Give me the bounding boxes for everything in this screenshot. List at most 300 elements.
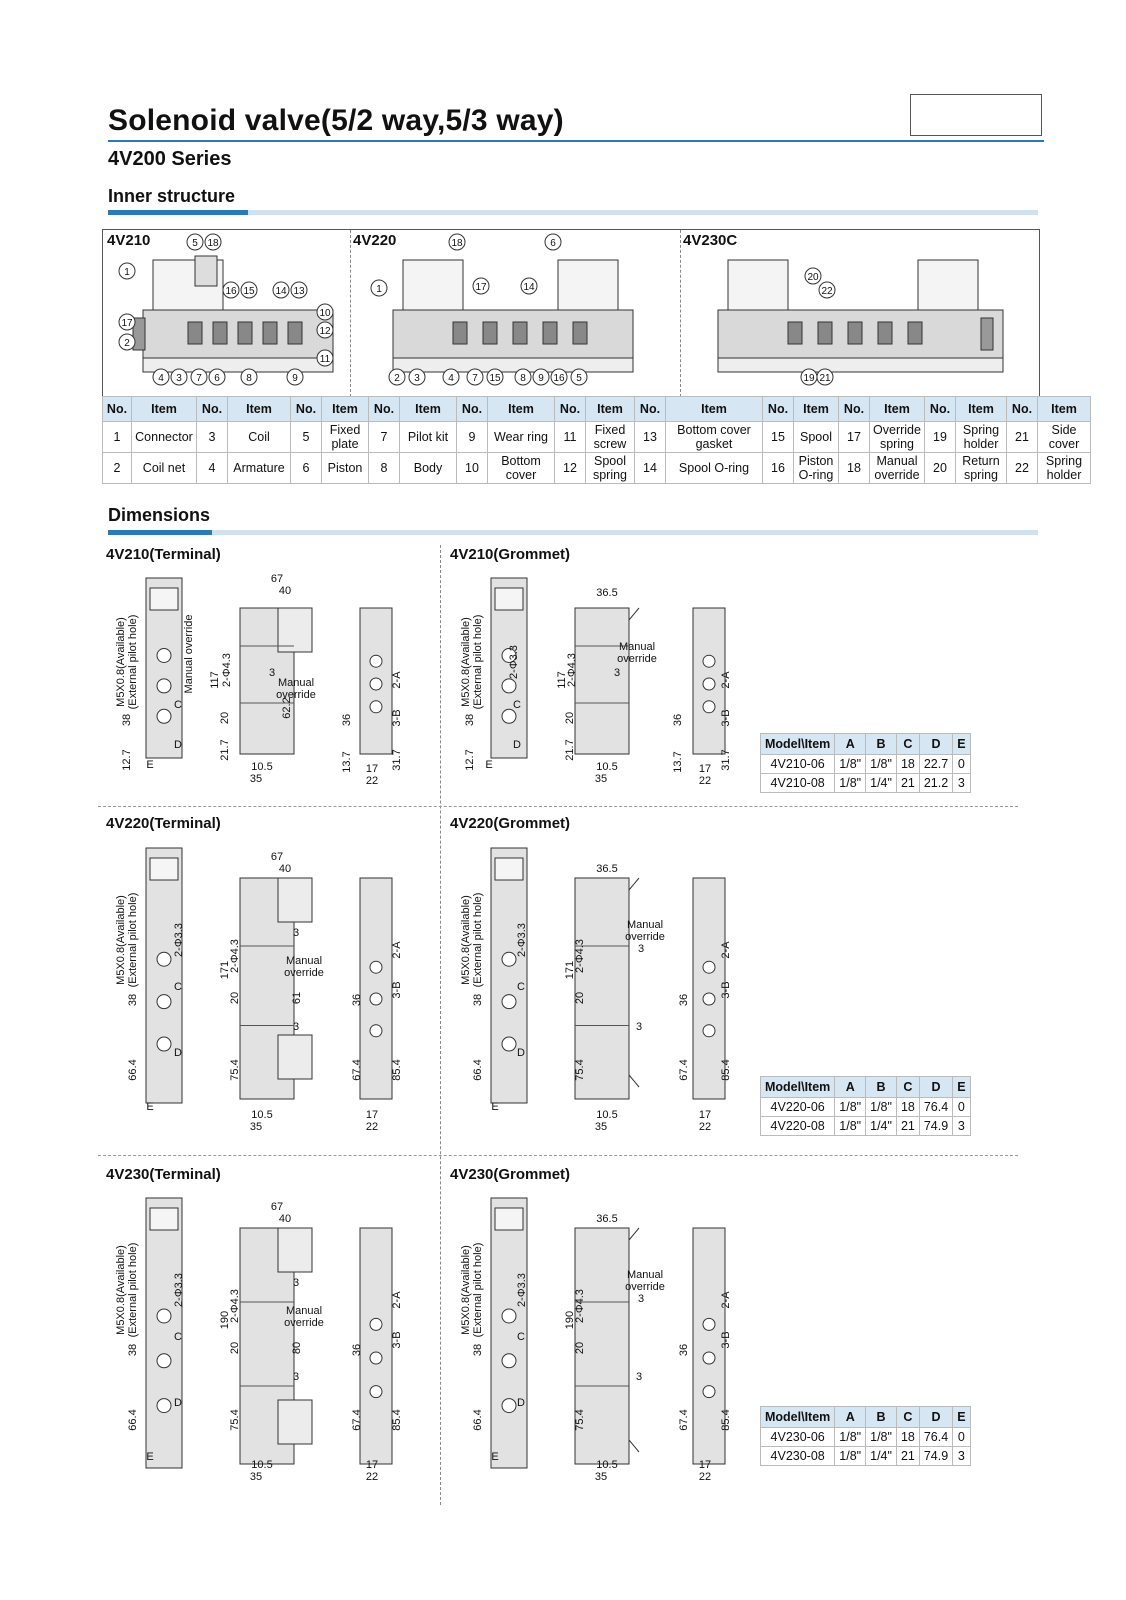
callout-marker xyxy=(223,282,239,298)
dimension-text: 2-A xyxy=(720,671,732,689)
drawing-4v230-terminal xyxy=(110,1190,430,1505)
dimension-text: 3-B xyxy=(391,1331,403,1349)
svg-text:17: 17 xyxy=(475,282,487,293)
dimension-text: 2-Φ4.3 xyxy=(221,653,233,687)
drawing-label-4v230-grommet: 4V230(Grommet) xyxy=(450,1166,571,1183)
svg-text:7: 7 xyxy=(472,373,478,384)
dimension-text: 66.4 xyxy=(472,1059,484,1081)
dim-table-cell: 3 xyxy=(953,1447,970,1466)
svg-text:6: 6 xyxy=(214,373,220,384)
dimension-text: 13.7 xyxy=(341,751,353,773)
svg-text:4: 4 xyxy=(448,373,454,384)
dimensions-bar xyxy=(108,530,212,535)
dim-table-cell: 18 xyxy=(896,1098,919,1117)
dimension-text: 12.7 xyxy=(121,749,133,771)
dimension-text: 3-B xyxy=(720,1331,732,1349)
parts-cell-item: Piston xyxy=(322,453,369,484)
dim-table-row xyxy=(761,1447,971,1466)
parts-cell-no: 1 xyxy=(103,422,132,453)
dim-table-cell: 3 xyxy=(953,774,970,793)
callout-marker xyxy=(241,369,257,385)
callout-marker xyxy=(291,282,307,298)
svg-text:1: 1 xyxy=(376,284,382,295)
valve-4v210-drawing xyxy=(133,256,333,372)
dimension-text: 75.4 xyxy=(574,1059,586,1081)
dimension-text: M5X0.8(Available) xyxy=(115,895,127,985)
dimension-text: 17 xyxy=(365,1109,379,1121)
svg-text:14: 14 xyxy=(523,282,535,293)
dimension-text: 38 xyxy=(472,1343,484,1357)
drawing-4v220-grommet xyxy=(455,840,755,1140)
parts-cell-item: Spool spring xyxy=(586,453,635,484)
dim-table-header: B xyxy=(866,1407,897,1428)
parts-cell-item: Override spring xyxy=(870,422,925,453)
dim-table-cell: 21 xyxy=(896,1447,919,1466)
drawing-4v230-grommet xyxy=(455,1190,755,1505)
callout-marker xyxy=(119,334,135,350)
parts-cell-no: 13 xyxy=(635,422,666,453)
dimension-text: 40 xyxy=(278,1213,292,1225)
valve-cross-sections xyxy=(103,230,1039,397)
svg-text:21: 21 xyxy=(819,373,831,384)
parts-header-item: Item xyxy=(666,397,763,422)
dimension-text: 20 xyxy=(564,711,576,725)
dim-table-cell: 1/8" xyxy=(866,1098,897,1117)
dimension-text: Manual xyxy=(285,955,323,967)
parts-cell-item: Bottom cover gasket xyxy=(666,422,763,453)
dimension-text: M5X0.8(Available) xyxy=(460,1245,472,1335)
parts-header-no: No. xyxy=(839,397,870,422)
parts-cell-no: 15 xyxy=(763,422,794,453)
dimension-text: 36.5 xyxy=(596,1213,618,1225)
dimension-text: 2-Φ4.3 xyxy=(574,939,586,973)
dim-table-header: C xyxy=(896,1077,919,1098)
dimension-text: 20 xyxy=(229,1341,241,1355)
svg-text:5: 5 xyxy=(576,373,582,384)
drawing-label-4v220-terminal: 4V220(Terminal) xyxy=(106,815,221,832)
parts-cell-no: 12 xyxy=(555,453,586,484)
parts-cell-no: 4 xyxy=(197,453,228,484)
parts-cell-item: Manual override xyxy=(870,453,925,484)
dimension-text: C xyxy=(513,699,521,711)
dimension-text: C xyxy=(174,981,182,993)
dimension-text: 3 xyxy=(637,943,645,955)
dim-table-header-row xyxy=(761,1407,971,1428)
parts-header-no: No. xyxy=(763,397,794,422)
dimension-text: 3 xyxy=(635,1021,643,1033)
parts-cell-item: Return spring xyxy=(956,453,1007,484)
dim-table-cell: 18 xyxy=(896,1428,919,1447)
callout-marker xyxy=(473,278,489,294)
drawing-label-4v210-grommet: 4V210(Grommet) xyxy=(450,546,571,563)
dimension-text: 2-A xyxy=(391,671,403,689)
dim-table-row xyxy=(761,774,971,793)
svg-text:15: 15 xyxy=(243,286,255,297)
dim-table-header: Model\Item xyxy=(761,734,835,755)
callout-marker xyxy=(119,314,135,330)
dimension-text: 66.4 xyxy=(472,1409,484,1431)
dim-table-cell: 22.7 xyxy=(919,755,952,774)
dimension-text: 3-B xyxy=(720,981,732,999)
drawing-4v210-grommet xyxy=(455,570,755,795)
dimension-text: 85.4 xyxy=(720,1409,732,1431)
dim-table-4v220 xyxy=(760,1076,971,1136)
parts-cell-item: Coil xyxy=(228,422,291,453)
parts-cell-no: 7 xyxy=(369,422,400,453)
dimension-text: override xyxy=(625,931,665,943)
dimension-text: 2-Φ4.3 xyxy=(566,653,578,687)
dim-table-cell: 1/8" xyxy=(835,774,866,793)
dim-table-header: A xyxy=(835,734,866,755)
dimension-text: 67.4 xyxy=(678,1059,690,1081)
dimension-text: (External pilot hole) xyxy=(127,614,139,710)
parts-cell-no: 6 xyxy=(291,453,322,484)
dimension-text: 62.2 xyxy=(281,697,293,719)
svg-text:3: 3 xyxy=(414,373,420,384)
svg-text:8: 8 xyxy=(246,373,252,384)
dimension-text: 85.4 xyxy=(720,1059,732,1081)
drawing-row-divider xyxy=(98,1155,1018,1156)
dimension-text: 36 xyxy=(678,993,690,1007)
parts-table xyxy=(102,396,1091,484)
dimension-text: 75.4 xyxy=(229,1409,241,1431)
dimension-text: E xyxy=(491,1451,499,1463)
dimension-text: 3-B xyxy=(720,709,732,727)
dim-table-cell: 18 xyxy=(896,755,919,774)
svg-text:8: 8 xyxy=(520,373,526,384)
svg-text:17: 17 xyxy=(121,318,133,329)
dim-table-cell: 0 xyxy=(953,1098,970,1117)
callout-marker xyxy=(205,234,221,250)
dim-table-header: D xyxy=(919,1077,952,1098)
dimension-text: 10.5 xyxy=(596,761,618,773)
parts-cell-no: 19 xyxy=(925,422,956,453)
callout-marker xyxy=(317,322,333,338)
dim-table-cell: 1/8" xyxy=(866,755,897,774)
dimension-text: 36 xyxy=(351,993,363,1007)
dimension-text: E xyxy=(146,1451,154,1463)
dimension-text: override xyxy=(625,1281,665,1293)
dimension-text: 35 xyxy=(594,773,608,785)
page-title: Solenoid valve(5/2 way,5/3 way) xyxy=(108,104,564,137)
callout-marker xyxy=(817,369,833,385)
callout-marker xyxy=(467,369,483,385)
parts-cell-no: 8 xyxy=(369,453,400,484)
parts-cell-item: Piston O-ring xyxy=(794,453,839,484)
parts-cell-item: Armature xyxy=(228,453,291,484)
dimension-text: 38 xyxy=(127,1343,139,1357)
dimension-text: override xyxy=(617,653,657,665)
svg-text:4: 4 xyxy=(158,373,164,384)
callout-marker xyxy=(209,369,225,385)
dim-table-cell: 74.9 xyxy=(919,1117,952,1136)
callout-marker xyxy=(551,369,567,385)
svg-text:5: 5 xyxy=(192,238,198,249)
dimension-text: 20 xyxy=(229,991,241,1005)
dimension-text: 35 xyxy=(249,1471,263,1483)
parts-cell-item: Fixed screw xyxy=(586,422,635,453)
dimension-text: 2-Φ3.3 xyxy=(173,1273,185,1307)
inner-structure-diagram xyxy=(102,229,1040,398)
dimension-text: 61 xyxy=(291,991,303,1005)
dimensions-heading: Dimensions xyxy=(108,505,211,525)
dimension-text: 13.7 xyxy=(672,751,684,773)
dimension-text: 35 xyxy=(249,1121,263,1133)
svg-text:1: 1 xyxy=(124,267,130,278)
drawing-column-divider xyxy=(440,545,441,1505)
valve-outline xyxy=(491,578,725,761)
dimension-text: 36.5 xyxy=(596,863,618,875)
dim-table-4v210 xyxy=(760,733,971,793)
parts-cell-no: 16 xyxy=(763,453,794,484)
parts-header-item: Item xyxy=(870,397,925,422)
dimension-text: 38 xyxy=(464,713,476,727)
dim-table-row xyxy=(761,1098,971,1117)
callout-marker xyxy=(801,369,817,385)
dimension-text: D xyxy=(513,739,521,751)
parts-cell-item: Fixed plate xyxy=(322,422,369,453)
parts-cell-no: 20 xyxy=(925,453,956,484)
svg-text:19: 19 xyxy=(803,373,815,384)
dimension-text: C xyxy=(174,699,182,711)
dimension-text: 22 xyxy=(698,1121,712,1133)
parts-cell-no: 17 xyxy=(839,422,870,453)
svg-text:13: 13 xyxy=(293,286,305,297)
dim-table-cell: 1/4" xyxy=(866,1117,897,1136)
parts-table-row xyxy=(103,422,1091,453)
callout-marker xyxy=(819,282,835,298)
parts-cell-item: Side cover xyxy=(1038,422,1091,453)
dimension-text: 31.7 xyxy=(391,749,403,771)
parts-header-no: No. xyxy=(103,397,132,422)
callout-marker xyxy=(571,369,587,385)
title-empty-box xyxy=(910,94,1042,136)
dim-table-cell: 3 xyxy=(953,1117,970,1136)
dimension-text: 171 xyxy=(219,960,231,980)
dim-table-header-row xyxy=(761,734,971,755)
parts-cell-item: Pilot kit xyxy=(400,422,457,453)
parts-cell-no: 2 xyxy=(103,453,132,484)
dimension-text: Manual override xyxy=(183,614,195,694)
dimension-text: 20 xyxy=(219,711,231,725)
callout-marker xyxy=(545,234,561,250)
dim-table-cell: 0 xyxy=(953,755,970,774)
dimension-text: 22 xyxy=(365,775,379,787)
svg-text:16: 16 xyxy=(553,373,565,384)
callout-marker xyxy=(449,234,465,250)
parts-table-wrap xyxy=(102,396,1091,484)
svg-text:10: 10 xyxy=(319,308,331,319)
callout-marker xyxy=(153,369,169,385)
dimension-text: Manual xyxy=(285,1305,323,1317)
dimension-text: 2-Φ4.3 xyxy=(229,1289,241,1323)
parts-cell-no: 21 xyxy=(1007,422,1038,453)
parts-cell-no: 22 xyxy=(1007,453,1038,484)
drawing-label-4v230-terminal: 4V230(Terminal) xyxy=(106,1166,221,1183)
dimension-text: 3-B xyxy=(391,981,403,999)
dimension-text: D xyxy=(174,1047,182,1059)
dimension-text: 67 xyxy=(270,573,284,585)
dim-table-header: B xyxy=(866,734,897,755)
callout-marker xyxy=(187,234,203,250)
dimension-text: 22 xyxy=(365,1471,379,1483)
parts-header-no: No. xyxy=(369,397,400,422)
dim-table-cell: 0 xyxy=(953,1428,970,1447)
svg-text:11: 11 xyxy=(319,354,331,365)
dimension-text: 67 xyxy=(270,1201,284,1213)
dimension-text: (External pilot hole) xyxy=(127,892,139,988)
dimension-text: 2-A xyxy=(720,1291,732,1309)
parts-cell-no: 3 xyxy=(197,422,228,453)
dimension-text: 3-B xyxy=(391,709,403,727)
dimension-text: Manual xyxy=(626,919,664,931)
dimension-text: 2-Φ3.3 xyxy=(173,923,185,957)
parts-header-item: Item xyxy=(956,397,1007,422)
dimension-text: 75.4 xyxy=(229,1059,241,1081)
dim-table-cell: 4V220-08 xyxy=(761,1117,835,1136)
dim-table-cell: 4V210-08 xyxy=(761,774,835,793)
parts-header-item: Item xyxy=(400,397,457,422)
parts-header-item: Item xyxy=(132,397,197,422)
dimension-text: C xyxy=(517,981,525,993)
dimension-text: 21.7 xyxy=(219,739,231,761)
dimension-text: 80 xyxy=(291,1341,303,1355)
parts-cell-no: 5 xyxy=(291,422,322,453)
dimension-text: 17 xyxy=(365,763,379,775)
dimension-text: E xyxy=(485,759,493,771)
dimension-text: 36 xyxy=(351,1343,363,1357)
dim-table-cell: 76.4 xyxy=(919,1098,952,1117)
dimension-text: 3 xyxy=(613,667,621,679)
dimension-text: 3 xyxy=(292,1277,300,1289)
diagram-label-4v230c: 4V230C xyxy=(683,232,738,249)
dim-table-cell: 1/8" xyxy=(835,1428,866,1447)
dim-table-4v210-wrap xyxy=(760,733,971,793)
callout-marker xyxy=(805,268,821,284)
dimension-text: 38 xyxy=(121,713,133,727)
parts-header-no: No. xyxy=(555,397,586,422)
parts-header-no: No. xyxy=(635,397,666,422)
dimension-text: 190 xyxy=(564,1310,576,1330)
dimension-text: 38 xyxy=(127,993,139,1007)
dim-table-row xyxy=(761,1117,971,1136)
dimension-text: 17 xyxy=(698,1459,712,1471)
dim-table-4v230 xyxy=(760,1406,971,1466)
dimension-text: 3 xyxy=(292,1021,300,1033)
parts-cell-item: Spool xyxy=(794,422,839,453)
dimension-text: 3 xyxy=(292,1371,300,1383)
dimension-text: Manual xyxy=(626,1269,664,1281)
series-title: 4V200 Series xyxy=(108,148,232,170)
parts-header-no: No. xyxy=(457,397,488,422)
dimension-text: 117 xyxy=(556,671,568,689)
svg-text:18: 18 xyxy=(207,238,219,249)
dimension-text: 35 xyxy=(594,1471,608,1483)
dimension-text: 85.4 xyxy=(391,1409,403,1431)
dimension-text: 3 xyxy=(292,927,300,939)
dimension-text: 17 xyxy=(365,1459,379,1471)
dimension-text: 3 xyxy=(268,667,276,679)
dimension-text: 3 xyxy=(637,1293,645,1305)
dimension-text: 2-Φ3.3 xyxy=(516,1273,528,1307)
dimension-text: 117 xyxy=(209,671,221,689)
dimension-text: 66.4 xyxy=(127,1409,139,1431)
dimension-text: M5X0.8(Available) xyxy=(460,617,472,707)
svg-text:22: 22 xyxy=(821,286,833,297)
dim-table-header: Model\Item xyxy=(761,1407,835,1428)
parts-header-no: No. xyxy=(1007,397,1038,422)
parts-header-no: No. xyxy=(197,397,228,422)
dimension-text: 85.4 xyxy=(391,1059,403,1081)
parts-cell-no: 18 xyxy=(839,453,870,484)
svg-text:7: 7 xyxy=(196,373,202,384)
dimension-text: 10.5 xyxy=(251,1459,273,1471)
parts-header-no: No. xyxy=(925,397,956,422)
dimension-text: 21.7 xyxy=(564,739,576,761)
parts-cell-item: Wear ring xyxy=(488,422,555,453)
callout-marker xyxy=(443,369,459,385)
callout-marker xyxy=(317,304,333,320)
dim-table-header: E xyxy=(953,1407,970,1428)
dimension-text: E xyxy=(146,759,154,771)
callout-marker xyxy=(533,369,549,385)
dimension-text: M5X0.8(Available) xyxy=(115,1245,127,1335)
dimension-text: 36 xyxy=(678,1343,690,1357)
dim-table-cell: 4V230-08 xyxy=(761,1447,835,1466)
dim-table-cell: 74.9 xyxy=(919,1447,952,1466)
parts-cell-no: 14 xyxy=(635,453,666,484)
dimension-text: E xyxy=(146,1101,154,1113)
dimension-text: C xyxy=(517,1331,525,1343)
callout-marker xyxy=(371,280,387,296)
dim-table-header: C xyxy=(896,1407,919,1428)
dim-table-cell: 1/4" xyxy=(866,774,897,793)
parts-header-item: Item xyxy=(586,397,635,422)
dimension-text: C xyxy=(174,1331,182,1343)
inner-structure-bar-light xyxy=(248,210,1038,215)
dimension-text: M5X0.8(Available) xyxy=(115,617,127,707)
dimension-text: 2-A xyxy=(391,1291,403,1309)
svg-text:2: 2 xyxy=(394,373,400,384)
dimension-text: 10.5 xyxy=(596,1459,618,1471)
dim-table-header: E xyxy=(953,1077,970,1098)
inner-structure-bar xyxy=(108,210,248,215)
dimension-text: 12.7 xyxy=(464,749,476,771)
dimension-text: 2-Φ3.3 xyxy=(508,645,520,679)
dimension-text: 2-A xyxy=(720,941,732,959)
parts-cell-item: Connector xyxy=(132,422,197,453)
dim-table-cell: 21 xyxy=(896,1117,919,1136)
dim-table-header: C xyxy=(896,734,919,755)
dimension-text: 2-Φ4.3 xyxy=(574,1289,586,1323)
dimension-text: D xyxy=(517,1397,525,1409)
dimension-text: 67.4 xyxy=(351,1409,363,1431)
dimension-text: 2-Φ3.3 xyxy=(516,923,528,957)
dimension-text: 75.4 xyxy=(574,1409,586,1431)
parts-header-item: Item xyxy=(1038,397,1091,422)
dimension-text: (External pilot hole) xyxy=(472,614,484,710)
dim-table-header: D xyxy=(919,734,952,755)
valve-4v230c-drawing xyxy=(718,260,1003,372)
dimension-text: override xyxy=(284,1317,324,1329)
dimension-text: 40 xyxy=(278,863,292,875)
parts-cell-no: 11 xyxy=(555,422,586,453)
parts-cell-item: Coil net xyxy=(132,453,197,484)
dimension-text: 22 xyxy=(698,1471,712,1483)
dimension-text: D xyxy=(174,739,182,751)
dim-table-cell: 1/8" xyxy=(835,1447,866,1466)
callout-marker xyxy=(515,369,531,385)
